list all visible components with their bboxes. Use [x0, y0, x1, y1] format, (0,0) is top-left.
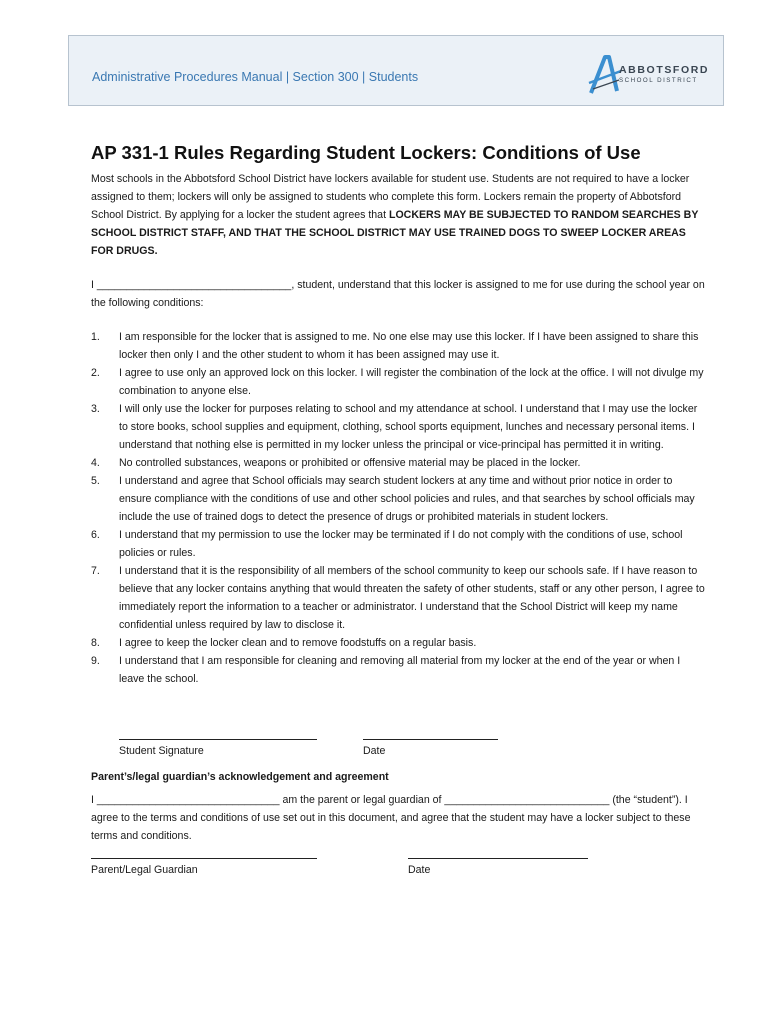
- guardian-signature-line[interactable]: [91, 858, 317, 859]
- condition-text: I agree to use only an approved lock on this locker. I will register the combination of the lock at the office. I will not divulge my combination to anyone else.: [119, 367, 704, 397]
- logo-subtitle: SCHOOL DISTRICT: [619, 77, 698, 84]
- condition-text: I understand and agree that School officials may search student lockers at any time and without prior notice in order to ensure compliance with the conditions of use and other school policies and rules, and that searches by school officials may include the use of trained dogs to detect the presence of drugs or prohibited materials in student lockers.: [119, 475, 695, 523]
- guardian-date-label: Date: [408, 864, 431, 876]
- student-date-label: Date: [363, 745, 386, 757]
- intro-bold-warning: LOCKERS MAY BE SUBJECTED TO RANDOM SEARCHES BY SCHOOL DISTRICT STAFF, AND THAT THE SCHOOL DISTRICT MAY USE TRAINED DOGS TO SWEEP LOCKER AREAS FOR DRUGS.: [91, 209, 699, 257]
- condition-number: 1.: [91, 331, 100, 343]
- condition-item: [91, 472, 707, 526]
- condition-item: [91, 526, 707, 562]
- guardian-heading: Parent’s/legal guardian’s acknowledgement and agreement: [91, 771, 389, 783]
- condition-item: [91, 634, 707, 652]
- condition-text: I am responsible for the locker that is assigned to me. No one else may use this locker. If I have been assigned to share this locker then only I and the other student to whom it has been assigned may use it.: [119, 331, 699, 361]
- condition-number: 7.: [91, 565, 100, 577]
- guardian-agreement: I _______________________________ am the parent or legal guardian of ____________________________ (the “student”). I agree to the terms and conditions of use set out in this document, and agree that the student may have a locker subject to these terms and conditions.: [91, 794, 691, 842]
- condition-number: 3.: [91, 403, 100, 415]
- logo-wordmark: ABBOTSFORD: [619, 64, 710, 76]
- student-date-line[interactable]: [363, 739, 498, 740]
- condition-text: I understand that my permission to use the locker may be terminated if I do not comply with the conditions of use, school policies or rules.: [119, 529, 683, 559]
- student-signature-label: Student Signature: [119, 745, 204, 757]
- conditions-list: [91, 328, 707, 688]
- abbotsford-logo: [588, 53, 708, 97]
- condition-item: [91, 328, 707, 364]
- guardian-signature-label: Parent/Legal Guardian: [91, 864, 198, 876]
- condition-text: I understand that it is the responsibility of all members of the school community to keep our schools safe. If I have reason to believe that any locker contains anything that would threaten the safety of other students, staff or any other person, I agree to immediately report the information to a teacher or administrator. I understand that the School District will keep my name confidential unless required by law to disclose it.: [119, 565, 705, 631]
- condition-number: 2.: [91, 367, 100, 379]
- intro-text: Most schools in the Abbotsford School District have lockers available for student use. Students are not required to have a locker assigned to them; lockers will only be assigned to students who complete this form. Lockers remain the property of Abbotsford School District. By applying for a locker the student agrees that: [91, 173, 690, 221]
- document-header: [68, 35, 724, 106]
- intro-paragraph: [91, 170, 707, 260]
- condition-number: 5.: [91, 475, 100, 487]
- condition-text: No controlled substances, weapons or prohibited or offensive material may be placed in the locker.: [119, 457, 581, 469]
- condition-item: [91, 562, 707, 634]
- condition-text: I understand that I am responsible for cleaning and removing all material from my locker at the end of the year or when I leave the school.: [119, 655, 681, 685]
- condition-item: [91, 652, 707, 688]
- condition-number: 4.: [91, 457, 100, 469]
- student-signature-line[interactable]: [119, 739, 317, 740]
- condition-number: 9.: [91, 655, 100, 667]
- condition-item: [91, 454, 707, 472]
- page-title: AP 331-1 Rules Regarding Student Lockers: Conditions of Use: [91, 142, 641, 163]
- abbotsford-a-logo-icon: [588, 53, 622, 97]
- condition-text: I agree to keep the locker clean and to remove foodstuffs on a regular basis.: [119, 637, 477, 649]
- condition-item: [91, 364, 707, 400]
- condition-text: I will only use the locker for purposes relating to school and my attendance at school. I understand that I may use the locker to store books, school supplies and equipment, clothing, school sports equipment, lunches and necessary personal items. I understand that nothing else is permitted in my locker unless the principal or vice-principal has permitted it in writing.: [119, 403, 698, 451]
- condition-item: [91, 400, 707, 454]
- manual-section-title: Administrative Procedures Manual | Section 300 | Students: [92, 70, 419, 84]
- student-pledge: I _________________________________, student, understand that this locker is assigned to me for use during the school year on the following conditions:: [91, 279, 705, 309]
- guardian-date-line[interactable]: [408, 858, 588, 859]
- condition-number: 6.: [91, 529, 100, 541]
- condition-number: 8.: [91, 637, 100, 649]
